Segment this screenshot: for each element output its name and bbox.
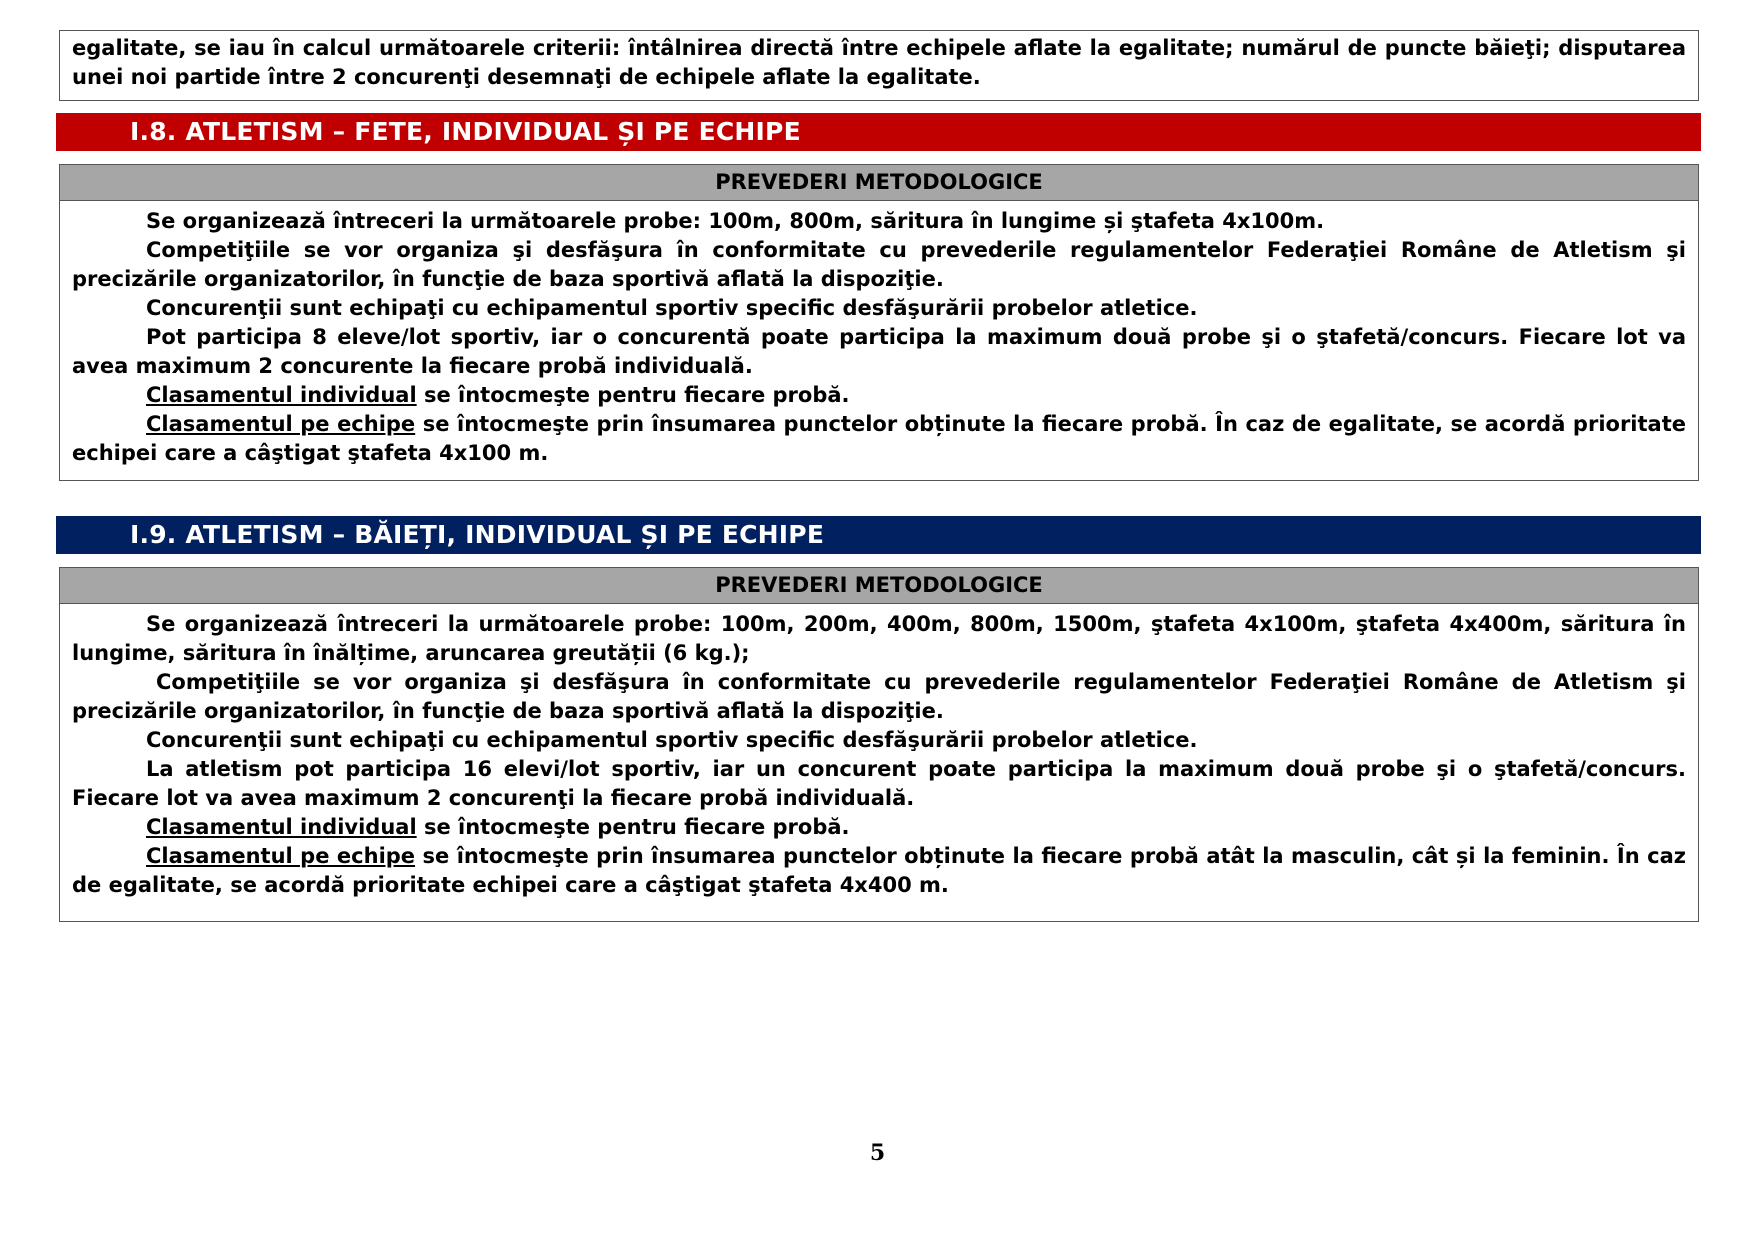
section-18-paragraph-team-ranking [72, 410, 1686, 468]
section-18-body [60, 201, 1698, 468]
section-19-team-ranking-text: se întocmeşte prin însumarea punctelor obținute la fiecare probă atât la masculin, cât și la feminin. În caz de egalitate, se acordă prioritate echipei care a câştigat ştafeta 4x400 m. [72, 844, 1686, 897]
section-19-title: I.9. ATLETISM – BĂIEȚI, INDIVIDUAL ȘI PE ECHIPE [56, 516, 1701, 554]
section-19-table [59, 567, 1699, 922]
section-18-title: I.8. ATLETISM – FETE, INDIVIDUAL ȘI PE ECHIPE [56, 113, 1701, 151]
section-18-paragraph-probes: Se organizează întreceri la următoarele probe: 100m, 800m, săritura în lungime și ştafeta 4x100m. [146, 209, 1325, 233]
section-19-table-header: PREVEDERI METODOLOGICE [60, 568, 1698, 604]
section-19-paragraph-individual-ranking [72, 813, 1686, 842]
section-19-paragraph-probes: Se organizează întreceri la următoarele probe: 100m, 200m, 400m, 800m, 1500m, ştafeta 4x100m, ştafeta 4x400m, săritura în lungime, săritura în înălțime, aruncarea greutății (6 kg.); [72, 612, 1686, 665]
section-19-individual-ranking-label: Clasamentul individual [146, 815, 417, 839]
section-19-paragraph-equipment: Concurenţii sunt echipaţi cu echipamentul sportiv specific desfăşurării probelor atletice. [146, 728, 1198, 752]
section-18-individual-ranking-text: se întocmeşte pentru fiecare probă. [416, 383, 850, 407]
section-18-paragraph-individual-ranking [72, 381, 1686, 410]
page-number: 5 [869, 1140, 886, 1166]
section-18-team-ranking-label: Clasamentul pe echipe [146, 412, 416, 436]
section-18-paragraph-equipment: Concurenţii sunt echipaţi cu echipamentul sportiv specific desfăşurării probelor atletice. [146, 296, 1198, 320]
section-19-paragraph-participation: La atletism pot participa 16 elevi/lot sportiv, iar un concurent poate participa la maximum două probe şi o ştafetă/concurs. Fiecare lot va avea maximum 2 concurenţi la fiecare probă individuală. [72, 757, 1686, 810]
section-18-team-ranking-text: se întocmeşte prin însumarea punctelor obținute la fiecare probă. În caz de egalitate, se acordă prioritate echipei care a câştigat ştafeta 4x100 m. [72, 412, 1686, 465]
section-18-individual-ranking-label: Clasamentul individual [146, 383, 417, 407]
continuation-text: egalitate, se iau în calcul următoarele criterii: întâlnirea directă între echipele aflate la egalitate; numărul de puncte băieţi; disputarea unei noi partide între 2 concurenţi desemnaţi de echipele aflate la egalitate. [72, 36, 1686, 89]
continuation-box [59, 30, 1699, 101]
section-19-team-ranking-label: Clasamentul pe echipe [146, 844, 416, 868]
section-18-table [59, 164, 1699, 481]
section-19-individual-ranking-text: se întocmeşte pentru fiecare probă. [416, 815, 850, 839]
section-19-body [60, 604, 1698, 900]
section-18-paragraph-rules: Competiţiile se vor organiza şi desfăşura în conformitate cu prevederile regulamentelor Federaţiei Române de Atletism şi precizările organizatorilor, în funcţie de baza sportivă aflată la dispoziţie. [72, 238, 1686, 291]
section-18-table-header: PREVEDERI METODOLOGICE [60, 165, 1698, 201]
section-18-paragraph-participation: Pot participa 8 eleve/lot sportiv, iar o concurentă poate participa la maximum două probe şi o ştafetă/concurs. Fiecare lot va avea maximum 2 concurente la fiecare probă individuală. [72, 325, 1686, 378]
section-19-paragraph-team-ranking [72, 842, 1686, 900]
section-19-paragraph-rules: Competiţiile se vor organiza şi desfăşura în conformitate cu prevederile regulamentelor Federaţiei Române de Atletism şi precizările organizatorilor, în funcţie de baza sportivă aflată la dispoziţie. [72, 670, 1686, 723]
